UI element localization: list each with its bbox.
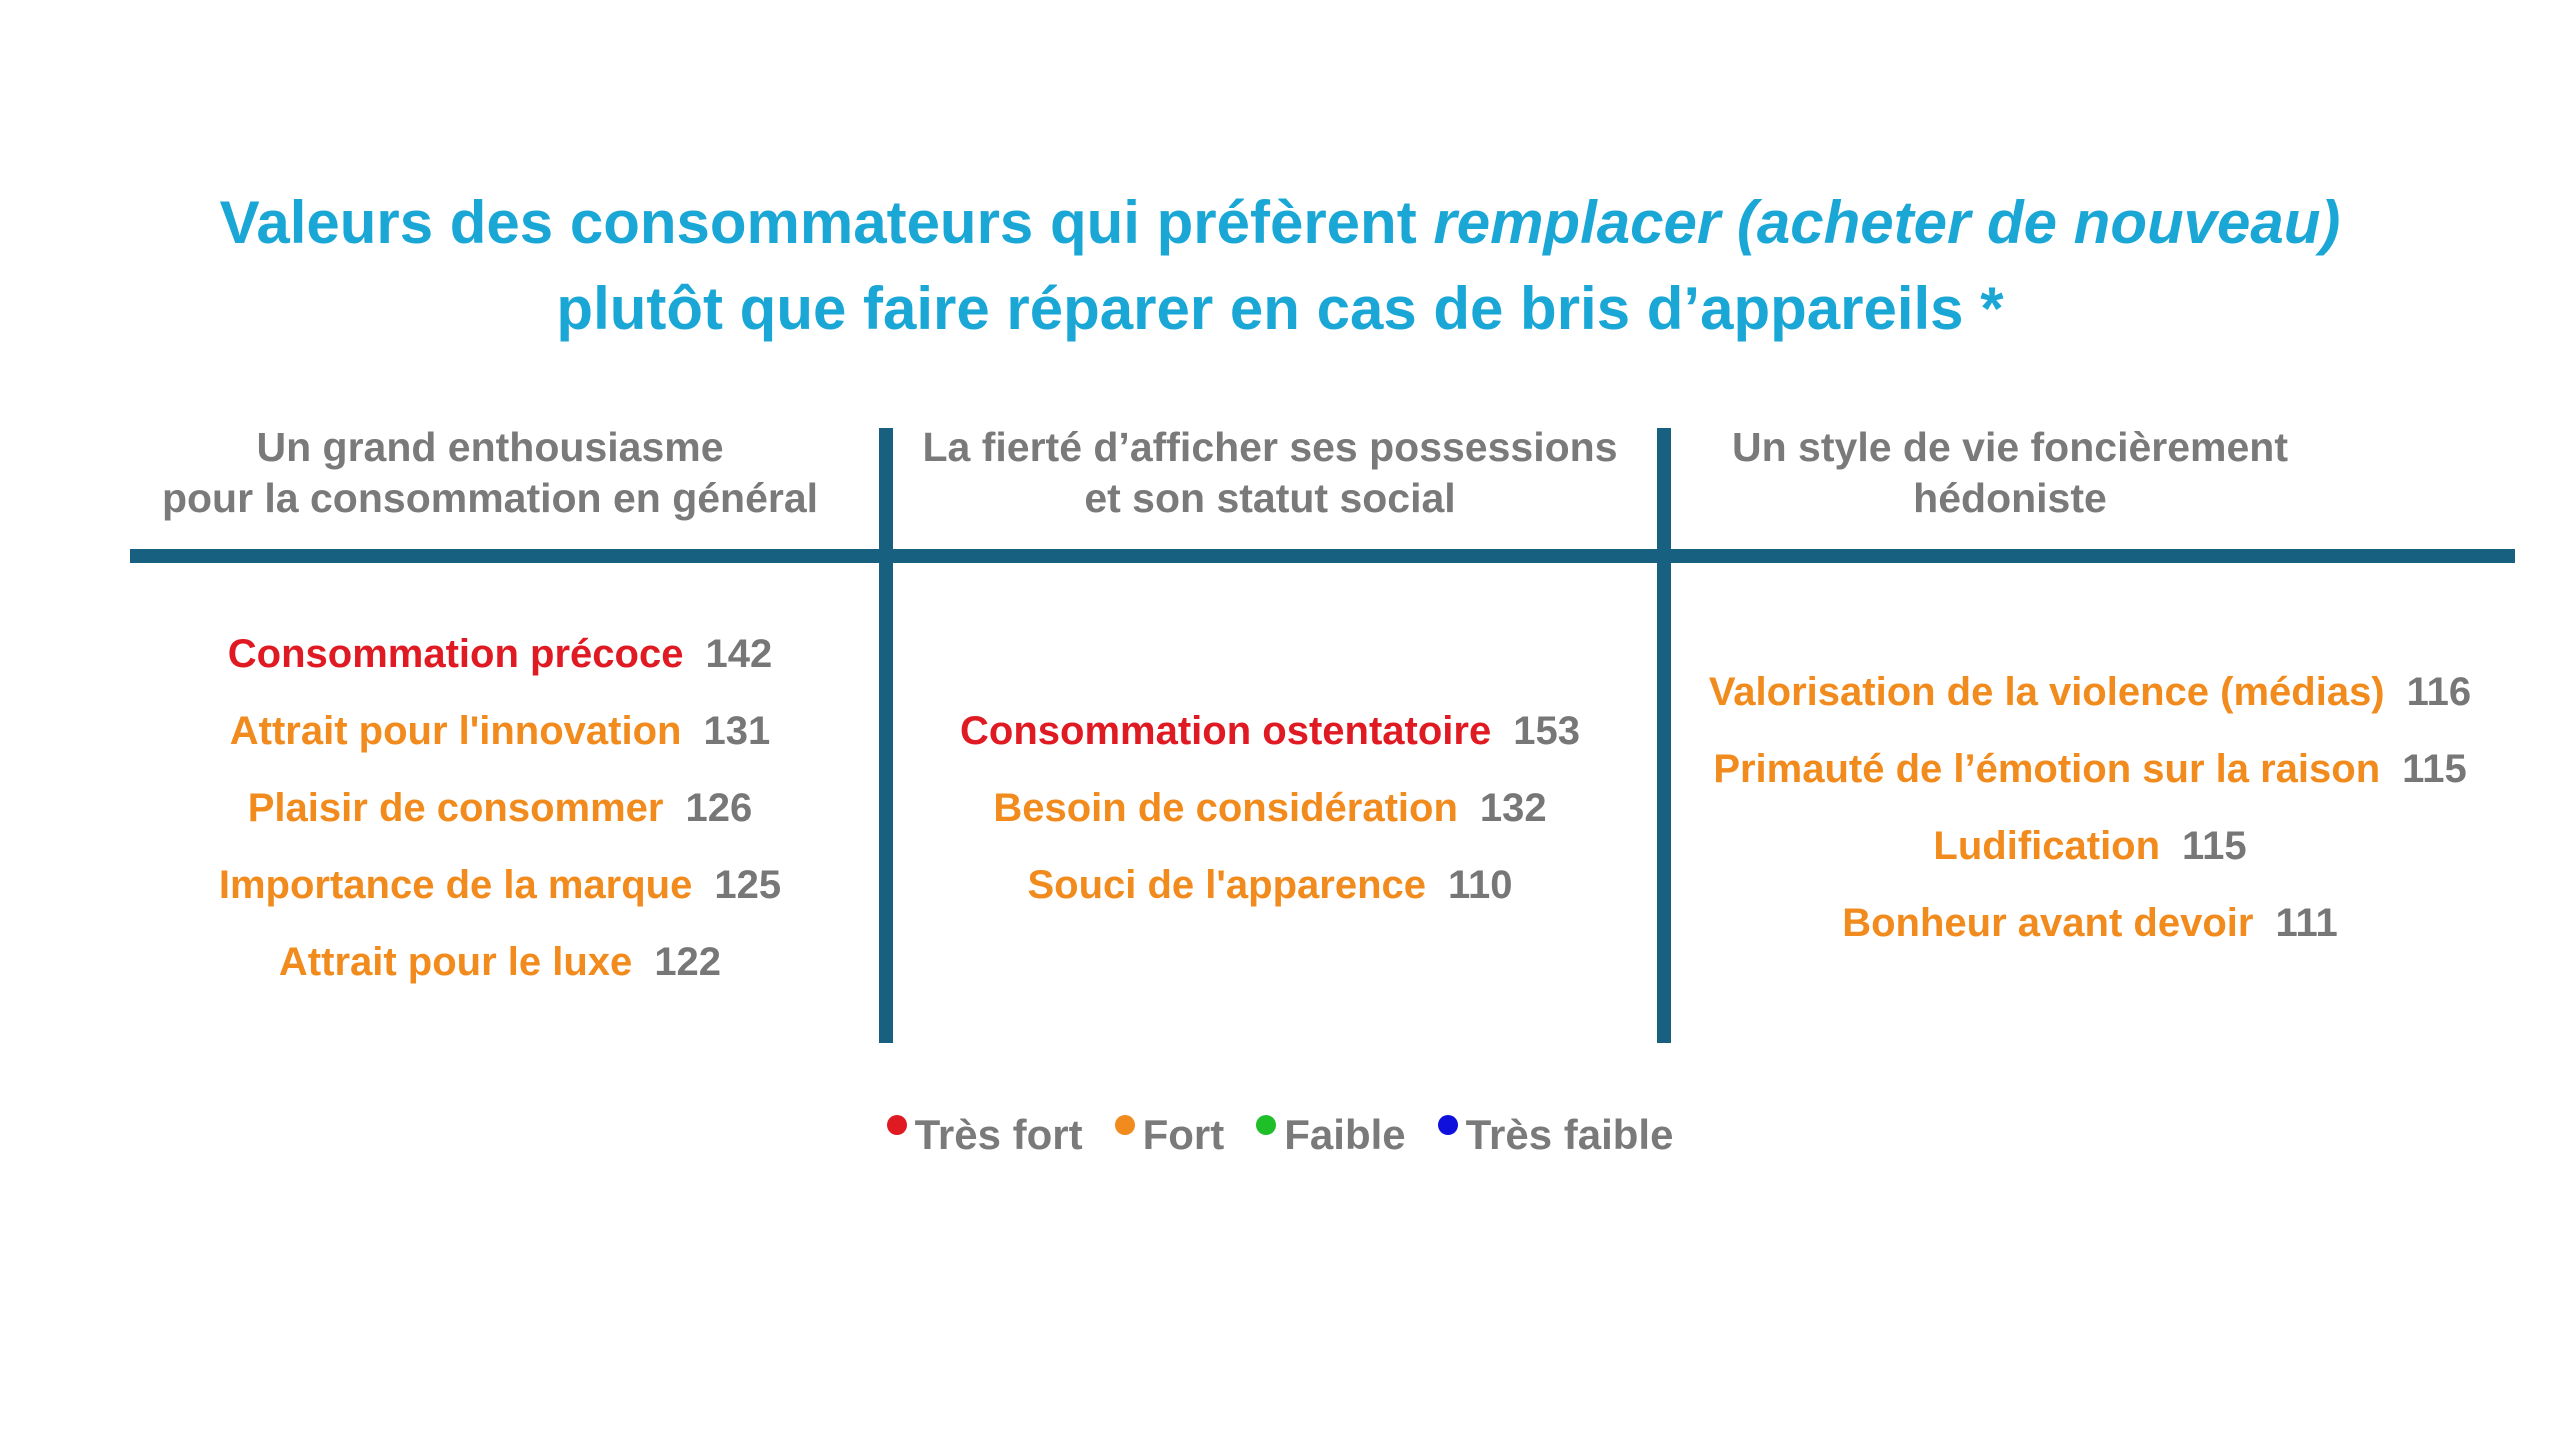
legend-label: Très fort bbox=[914, 1111, 1083, 1158]
legend-label: Faible bbox=[1284, 1111, 1406, 1158]
value-index: 125 bbox=[714, 863, 782, 907]
value-index: 153 bbox=[1513, 709, 1580, 753]
value-row bbox=[130, 693, 870, 770]
value-label: Consommation ostentatoire bbox=[960, 709, 1492, 753]
value-label: Attrait pour le luxe bbox=[278, 940, 633, 984]
horizontal-divider bbox=[130, 549, 2515, 563]
value-index: 126 bbox=[685, 786, 753, 830]
legend-item bbox=[1256, 1108, 1405, 1162]
value-label: Valorisation de la violence (médias) bbox=[1708, 670, 2385, 714]
value-index: 132 bbox=[1479, 786, 1547, 830]
legend-label: Très faible bbox=[1465, 1111, 1674, 1158]
column-1-values bbox=[130, 616, 870, 1001]
value-row bbox=[1670, 808, 2510, 885]
value-label: Besoin de considération bbox=[993, 786, 1458, 830]
column-2-values bbox=[895, 693, 1645, 924]
page-title bbox=[0, 180, 2560, 352]
column-header-2-line-1: La fierté d’afficher ses possessions bbox=[922, 424, 1618, 470]
value-index: 131 bbox=[703, 709, 771, 753]
value-label: Consommation précoce bbox=[227, 632, 684, 676]
value-row bbox=[895, 770, 1645, 847]
legend bbox=[0, 1108, 2560, 1162]
column-header-2 bbox=[900, 422, 1640, 524]
value-label: Ludification bbox=[1933, 824, 2161, 868]
value-index: 115 bbox=[2402, 747, 2467, 791]
title-line-2: plutôt que faire réparer en cas de bris d’appareils * bbox=[556, 275, 2004, 342]
title-italic: remplacer (acheter de nouveau) bbox=[1433, 189, 2341, 256]
value-row bbox=[1670, 654, 2510, 731]
value-row bbox=[1670, 731, 2510, 808]
column-header-3-line-1: Un style de vie foncièrement bbox=[1732, 424, 2288, 470]
value-index: 110 bbox=[1448, 863, 1513, 907]
legend-item bbox=[1115, 1108, 1225, 1162]
column-3-values bbox=[1670, 654, 2510, 962]
title-line-1 bbox=[0, 180, 2560, 266]
legend-dot-icon bbox=[887, 1115, 907, 1135]
legend-dot-icon bbox=[1115, 1115, 1135, 1135]
column-header-1-line-2: pour la consommation en général bbox=[161, 475, 819, 521]
legend-label: Fort bbox=[1142, 1111, 1225, 1158]
value-index: 142 bbox=[705, 632, 773, 676]
value-label: Attrait pour l'innovation bbox=[229, 709, 682, 753]
value-row bbox=[130, 616, 870, 693]
column-header-1-line-1: Un grand enthousiasme bbox=[256, 424, 724, 470]
legend-dot-icon bbox=[1256, 1115, 1276, 1135]
value-label: Primauté de l’émotion sur la raison bbox=[1713, 747, 2381, 791]
title-prefix: Valeurs des consommateurs qui préfèrent bbox=[219, 189, 1434, 256]
value-index: 115 bbox=[2182, 824, 2247, 868]
vertical-divider-2 bbox=[1657, 428, 1671, 1043]
value-index: 111 bbox=[2275, 901, 2338, 945]
value-row bbox=[895, 693, 1645, 770]
column-header-2-line-2: et son statut social bbox=[1084, 475, 1456, 521]
value-row bbox=[1670, 885, 2510, 962]
value-index: 122 bbox=[654, 940, 722, 984]
value-label: Importance de la marque bbox=[218, 863, 693, 907]
value-row bbox=[130, 924, 870, 1001]
vertical-divider-1 bbox=[879, 428, 893, 1043]
value-row bbox=[895, 847, 1645, 924]
legend-item bbox=[1438, 1108, 1674, 1162]
value-label: Plaisir de consommer bbox=[247, 786, 664, 830]
column-header-3 bbox=[1640, 422, 2380, 524]
legend-item bbox=[887, 1108, 1083, 1162]
value-row bbox=[130, 770, 870, 847]
legend-dot-icon bbox=[1438, 1115, 1458, 1135]
value-label: Souci de l'apparence bbox=[1027, 863, 1426, 907]
column-header-1 bbox=[140, 422, 840, 524]
column-header-3-line-2: hédoniste bbox=[1913, 475, 2107, 521]
value-index: 116 bbox=[2406, 670, 2472, 714]
value-label: Bonheur avant devoir bbox=[1842, 901, 2254, 945]
value-row bbox=[130, 847, 870, 924]
